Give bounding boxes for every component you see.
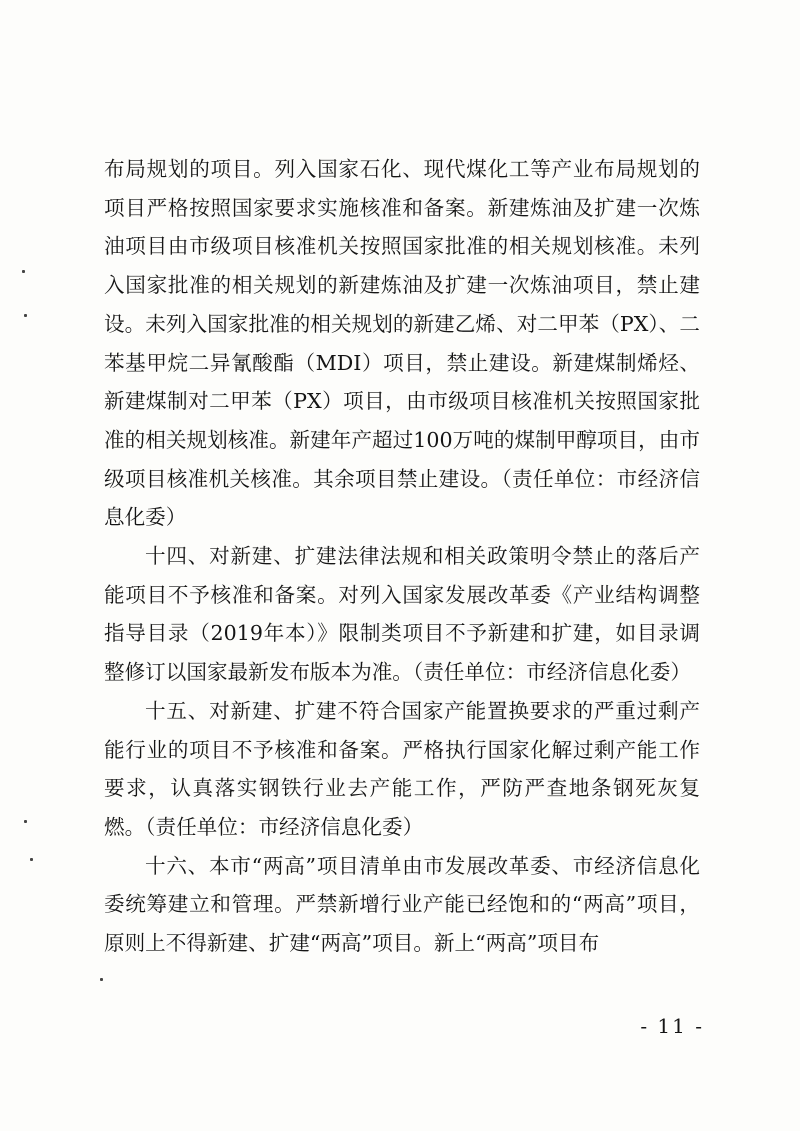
paragraph-item-15: 十五、对新建、扩建不符合国家产能置换要求的严重过剩产能行业的项目不予核准和备案。严格执行国家化解过剩产能工作要求，认真落实钢铁行业去产能工作，严防严查地条钢死灰复燃。（责任单位：市经济信息化委）: [104, 698, 700, 839]
page-number: - 11 -: [640, 1014, 704, 1038]
scan-speck: [100, 978, 103, 981]
scan-speck: [30, 858, 33, 861]
scan-speck: [22, 270, 25, 273]
scan-speck: [24, 820, 27, 823]
paragraph-continuation: 布局规划的项目。列入国家石化、现代煤化工等产业布局规划的项目严格按照国家要求实施核准和备案。新建炼油及扩建一次炼油项目由市级项目核准机关按照国家批准的相关规划核准。未列入国家批准的相关规划的新建炼油及扩建一次炼油项目，禁止建设。未列入国家批准的相关规划的新建乙烯、对二甲苯（PX）、二苯基甲烷二异氰酸酯（MDI）项目，禁止建设。新建煤制烯烃、新建煤制对二甲苯（PX）项目，由市级项目核准机关按照国家批准的相关规划核准。新建年产超过100万吨的煤制甲醇项目，由市级项目核准机关核准。其余项目禁止建设。（责任单位：市经济信息化委）: [104, 157, 700, 530]
paragraph-item-14: 十四、对新建、扩建法律法规和相关政策明令禁止的落后产能项目不予核准和备案。对列入国家发展改革委《产业结构调整指导目录（2019年本）》限制类项目不予新建和扩建，如目录调整修订以国家最新发布版本为准。（责任单位：市经济信息化委）: [104, 544, 700, 685]
scan-speck: [24, 314, 27, 317]
paragraph-item-16: 十六、本市“两高”项目清单由市发展改革委、市经济信息化委统筹建立和管理。严禁新增行业产能已经饱和的“两高”项目，原则上不得新建、扩建“两高”项目。新上“两高”项目布: [104, 853, 700, 956]
document-body: [104, 150, 700, 963]
